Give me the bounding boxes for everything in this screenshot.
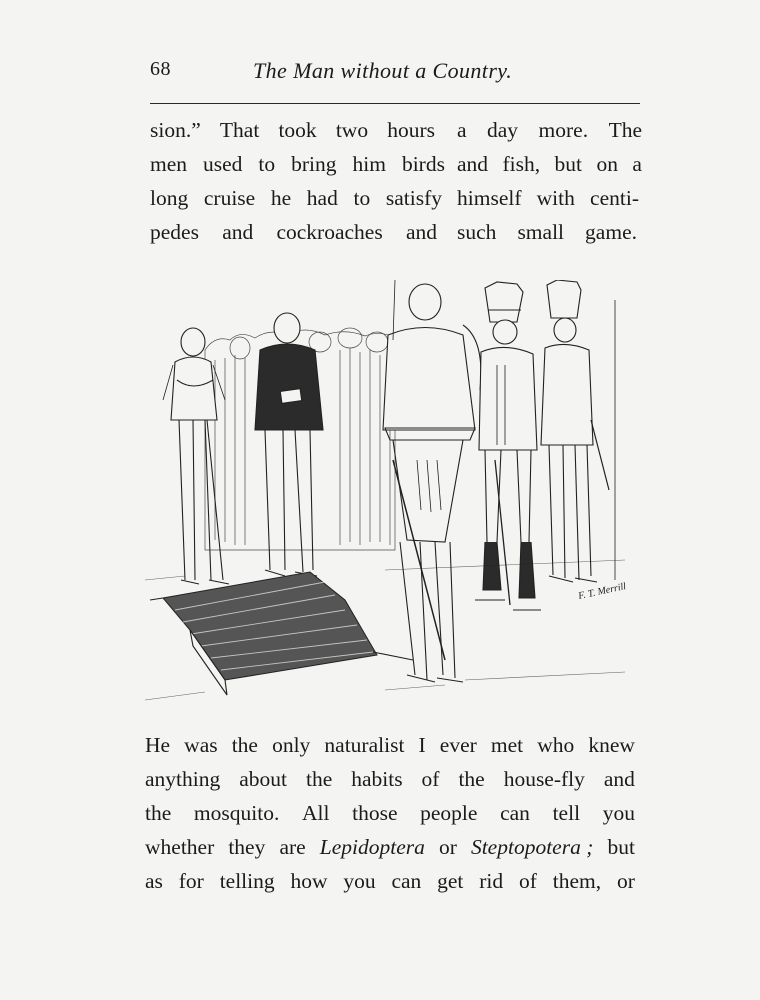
running-title: The Man without a Country. [253,58,513,83]
text-line-left: sion.” That took two hours [150,118,435,142]
text-line: whether they are Lepidoptera or Steptopotera ; but [145,830,635,864]
text-line-right: himself with centi- [457,186,639,210]
figure-chaplain-with-book [255,313,323,576]
engraving [145,280,630,705]
figure-marine-center-right [475,282,541,610]
artist-signature: F. T. Merrill [577,581,628,602]
text-line-right: such small game. [457,220,637,244]
italic-term: Steptopotera ; [470,835,594,859]
figure-officer-center-back [383,284,481,682]
running-head [148,52,640,92]
text-line: He was the only naturalist I ever met who knew [145,733,635,757]
text-line: the mosquito. All those people can tell you [145,801,635,825]
figure-officer-left [163,328,229,584]
coffin-with-flag [150,572,413,695]
page-number: 68 [150,58,171,80]
bottom-paragraph [145,728,635,898]
italic-term: Lepidoptera [319,835,425,859]
text-line-right: and fish, but on a [457,152,642,176]
text-line: anything about the habits of the house-fly and [145,767,635,791]
figure-marine-right [541,280,609,582]
text-line-left: long cruise he had to satisfy [150,186,442,210]
text-line-left: men used to bring him birds [150,152,445,176]
illustration-burial-at-sea [145,280,630,705]
header-rule [150,103,640,104]
text-line-left: pedes and cockroaches and [150,220,437,244]
top-paragraph [150,113,642,253]
text-line-right: a day more. The [457,118,642,142]
text-line: as for telling how you can get rid of them, or [145,869,635,893]
